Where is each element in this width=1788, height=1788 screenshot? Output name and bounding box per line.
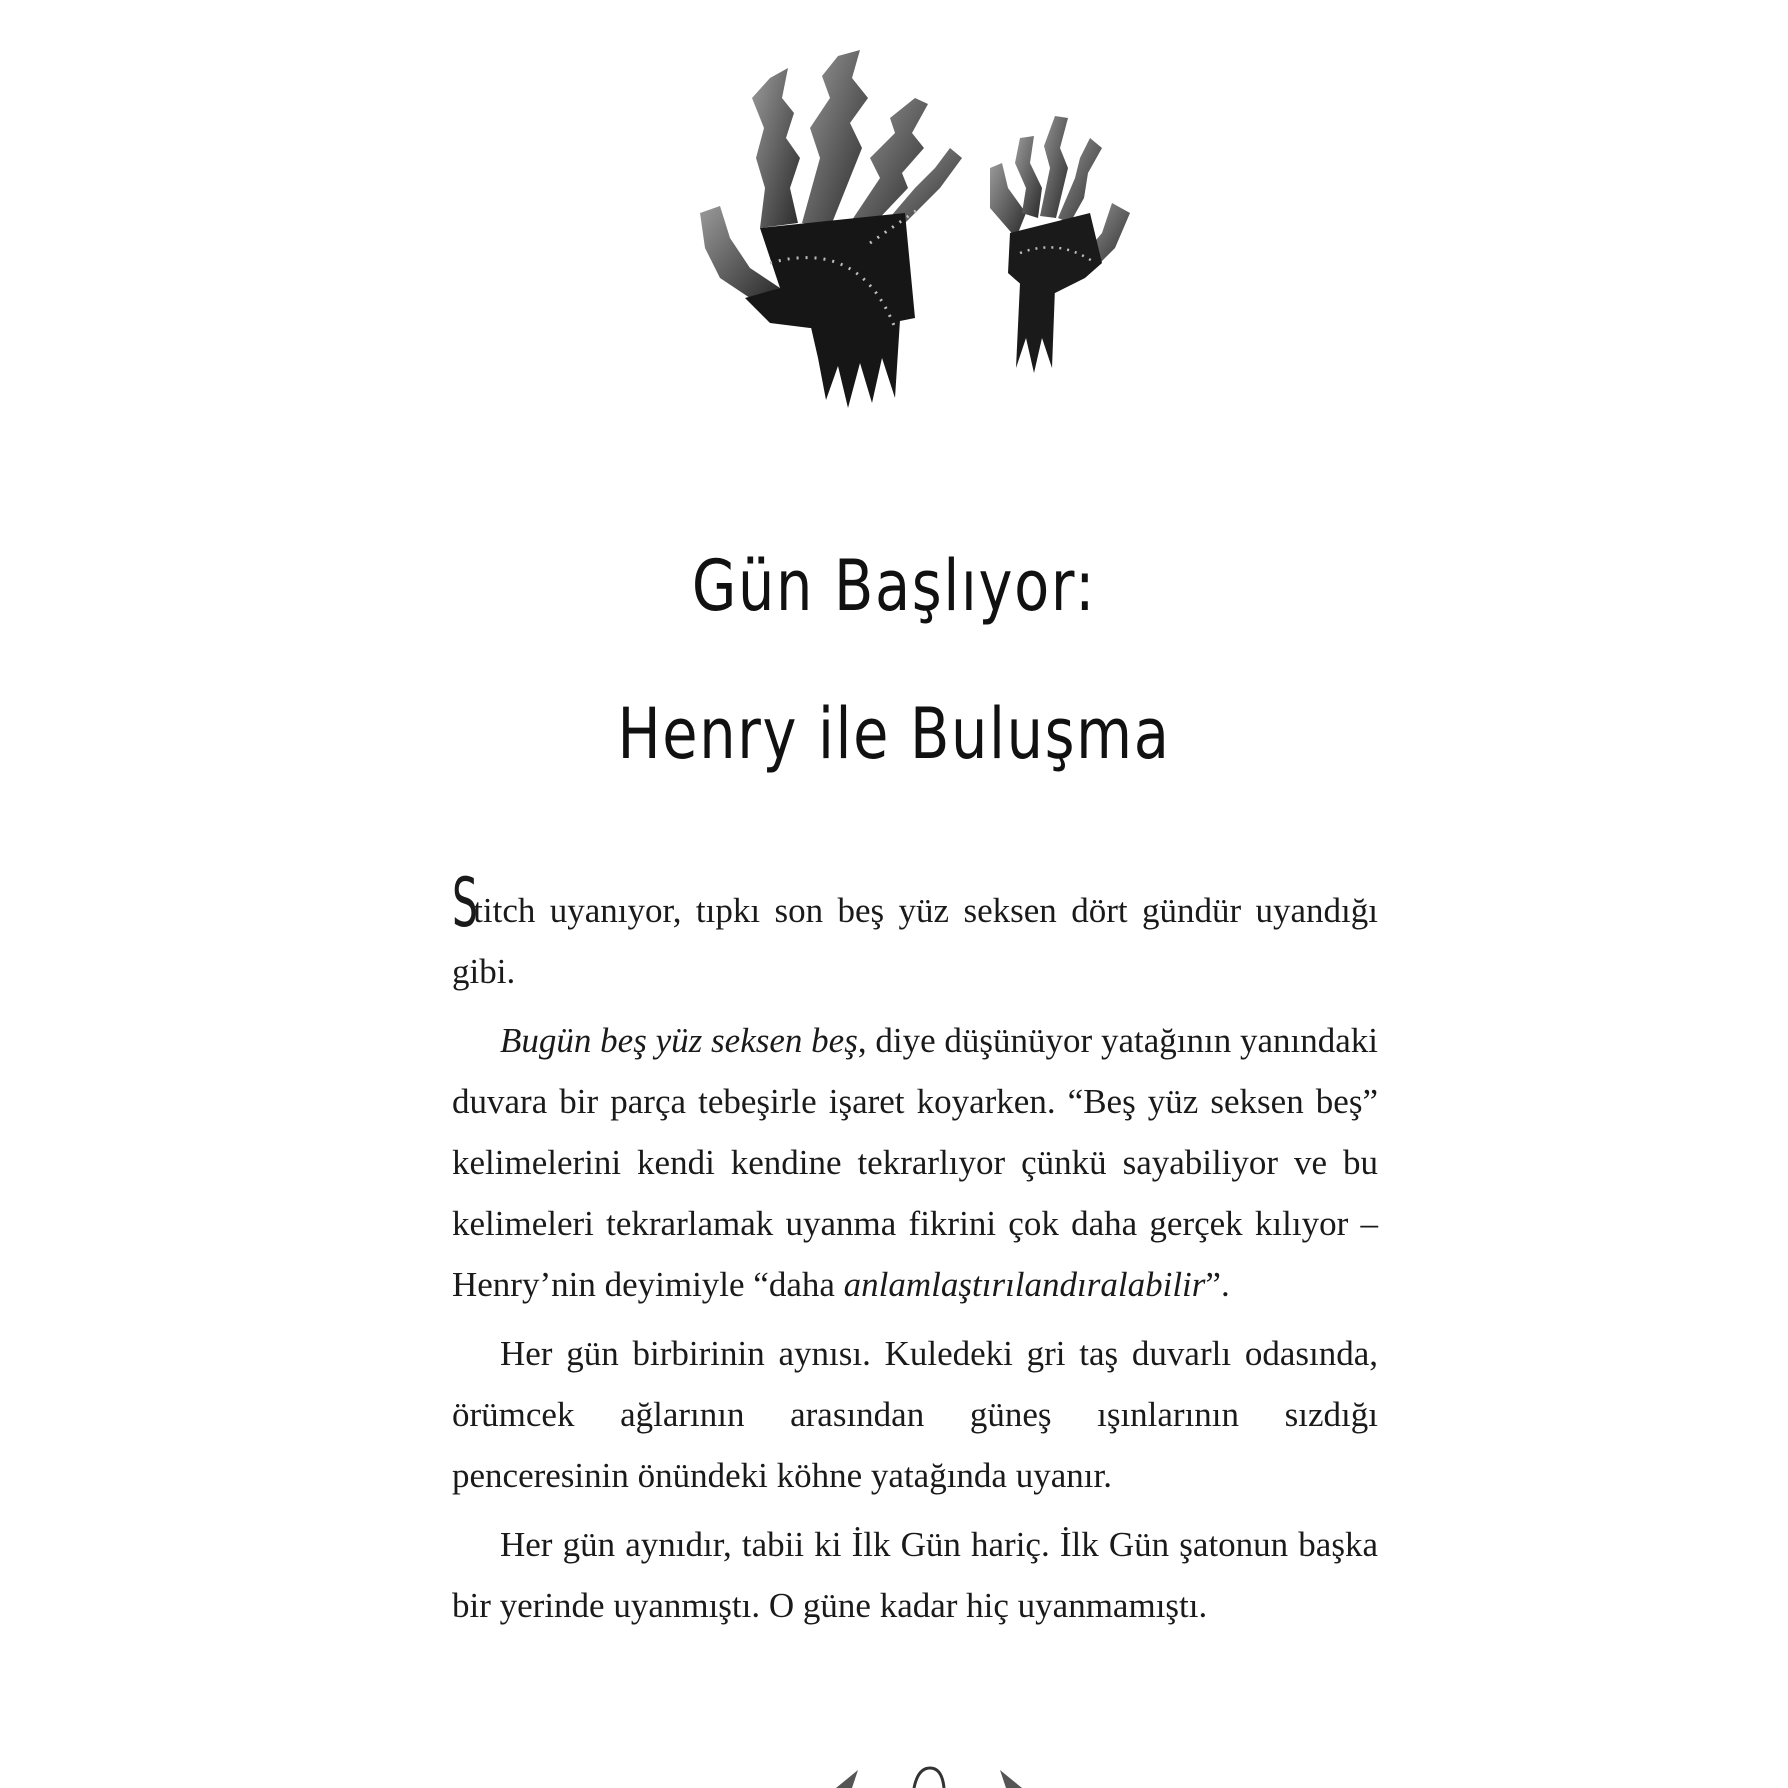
paragraph-1-text: titch uyanıyor, tıpkı son beş yüz seksen dört gündür uyandığı gibi. xyxy=(452,891,1378,991)
chapter-title-line1: Gün Başlıyor: xyxy=(691,545,1097,627)
paragraph-1 xyxy=(452,864,1378,1002)
drop-cap: S xyxy=(452,864,478,943)
chapter-title-line2: Henry ile Buluşma xyxy=(617,693,1171,775)
paragraph-2-text: , diye düşünüyor yatağının yanındaki duvara bir parça tebeşirle işaret koyarken. “Beş yüz seksen beş” kelimelerini kendi kendine tekrarlıyor çünkü sayabiliyor ve bu kelimeleri tekrarlamak uyanma fikrini çok daha gerçek kılıyor –Henry’nin deyimiyle “daha xyxy=(452,1021,1378,1304)
paragraph-2 xyxy=(452,1010,1378,1315)
paragraph-3: Her gün birbirinin aynısı. Kuledeki gri taş duvarlı odasında, örümcek ağlarının arasından güneş ışınlarının sızdığı penceresinin önündeki köhne yatağında uyanır. xyxy=(452,1334,1378,1495)
chapter-body xyxy=(452,864,1378,1644)
stitched-hands-icon xyxy=(690,38,1160,418)
paragraph-4: Her gün aynıdır, tabii ki İlk Gün hariç. İlk Gün şatonun başka bir yerinde uyanmıştı. O güne kadar hiç uyanmamıştı. xyxy=(452,1525,1378,1625)
paragraph-2-italic-word: anlamlaştırılandıralabilir xyxy=(843,1265,1206,1304)
paragraph-2-end: ”. xyxy=(1205,1265,1230,1304)
chapter-title xyxy=(161,512,1627,808)
page-ornament-icon xyxy=(834,1766,1024,1788)
paragraph-2-italic: Bugün beş yüz seksen beş xyxy=(500,1021,858,1060)
